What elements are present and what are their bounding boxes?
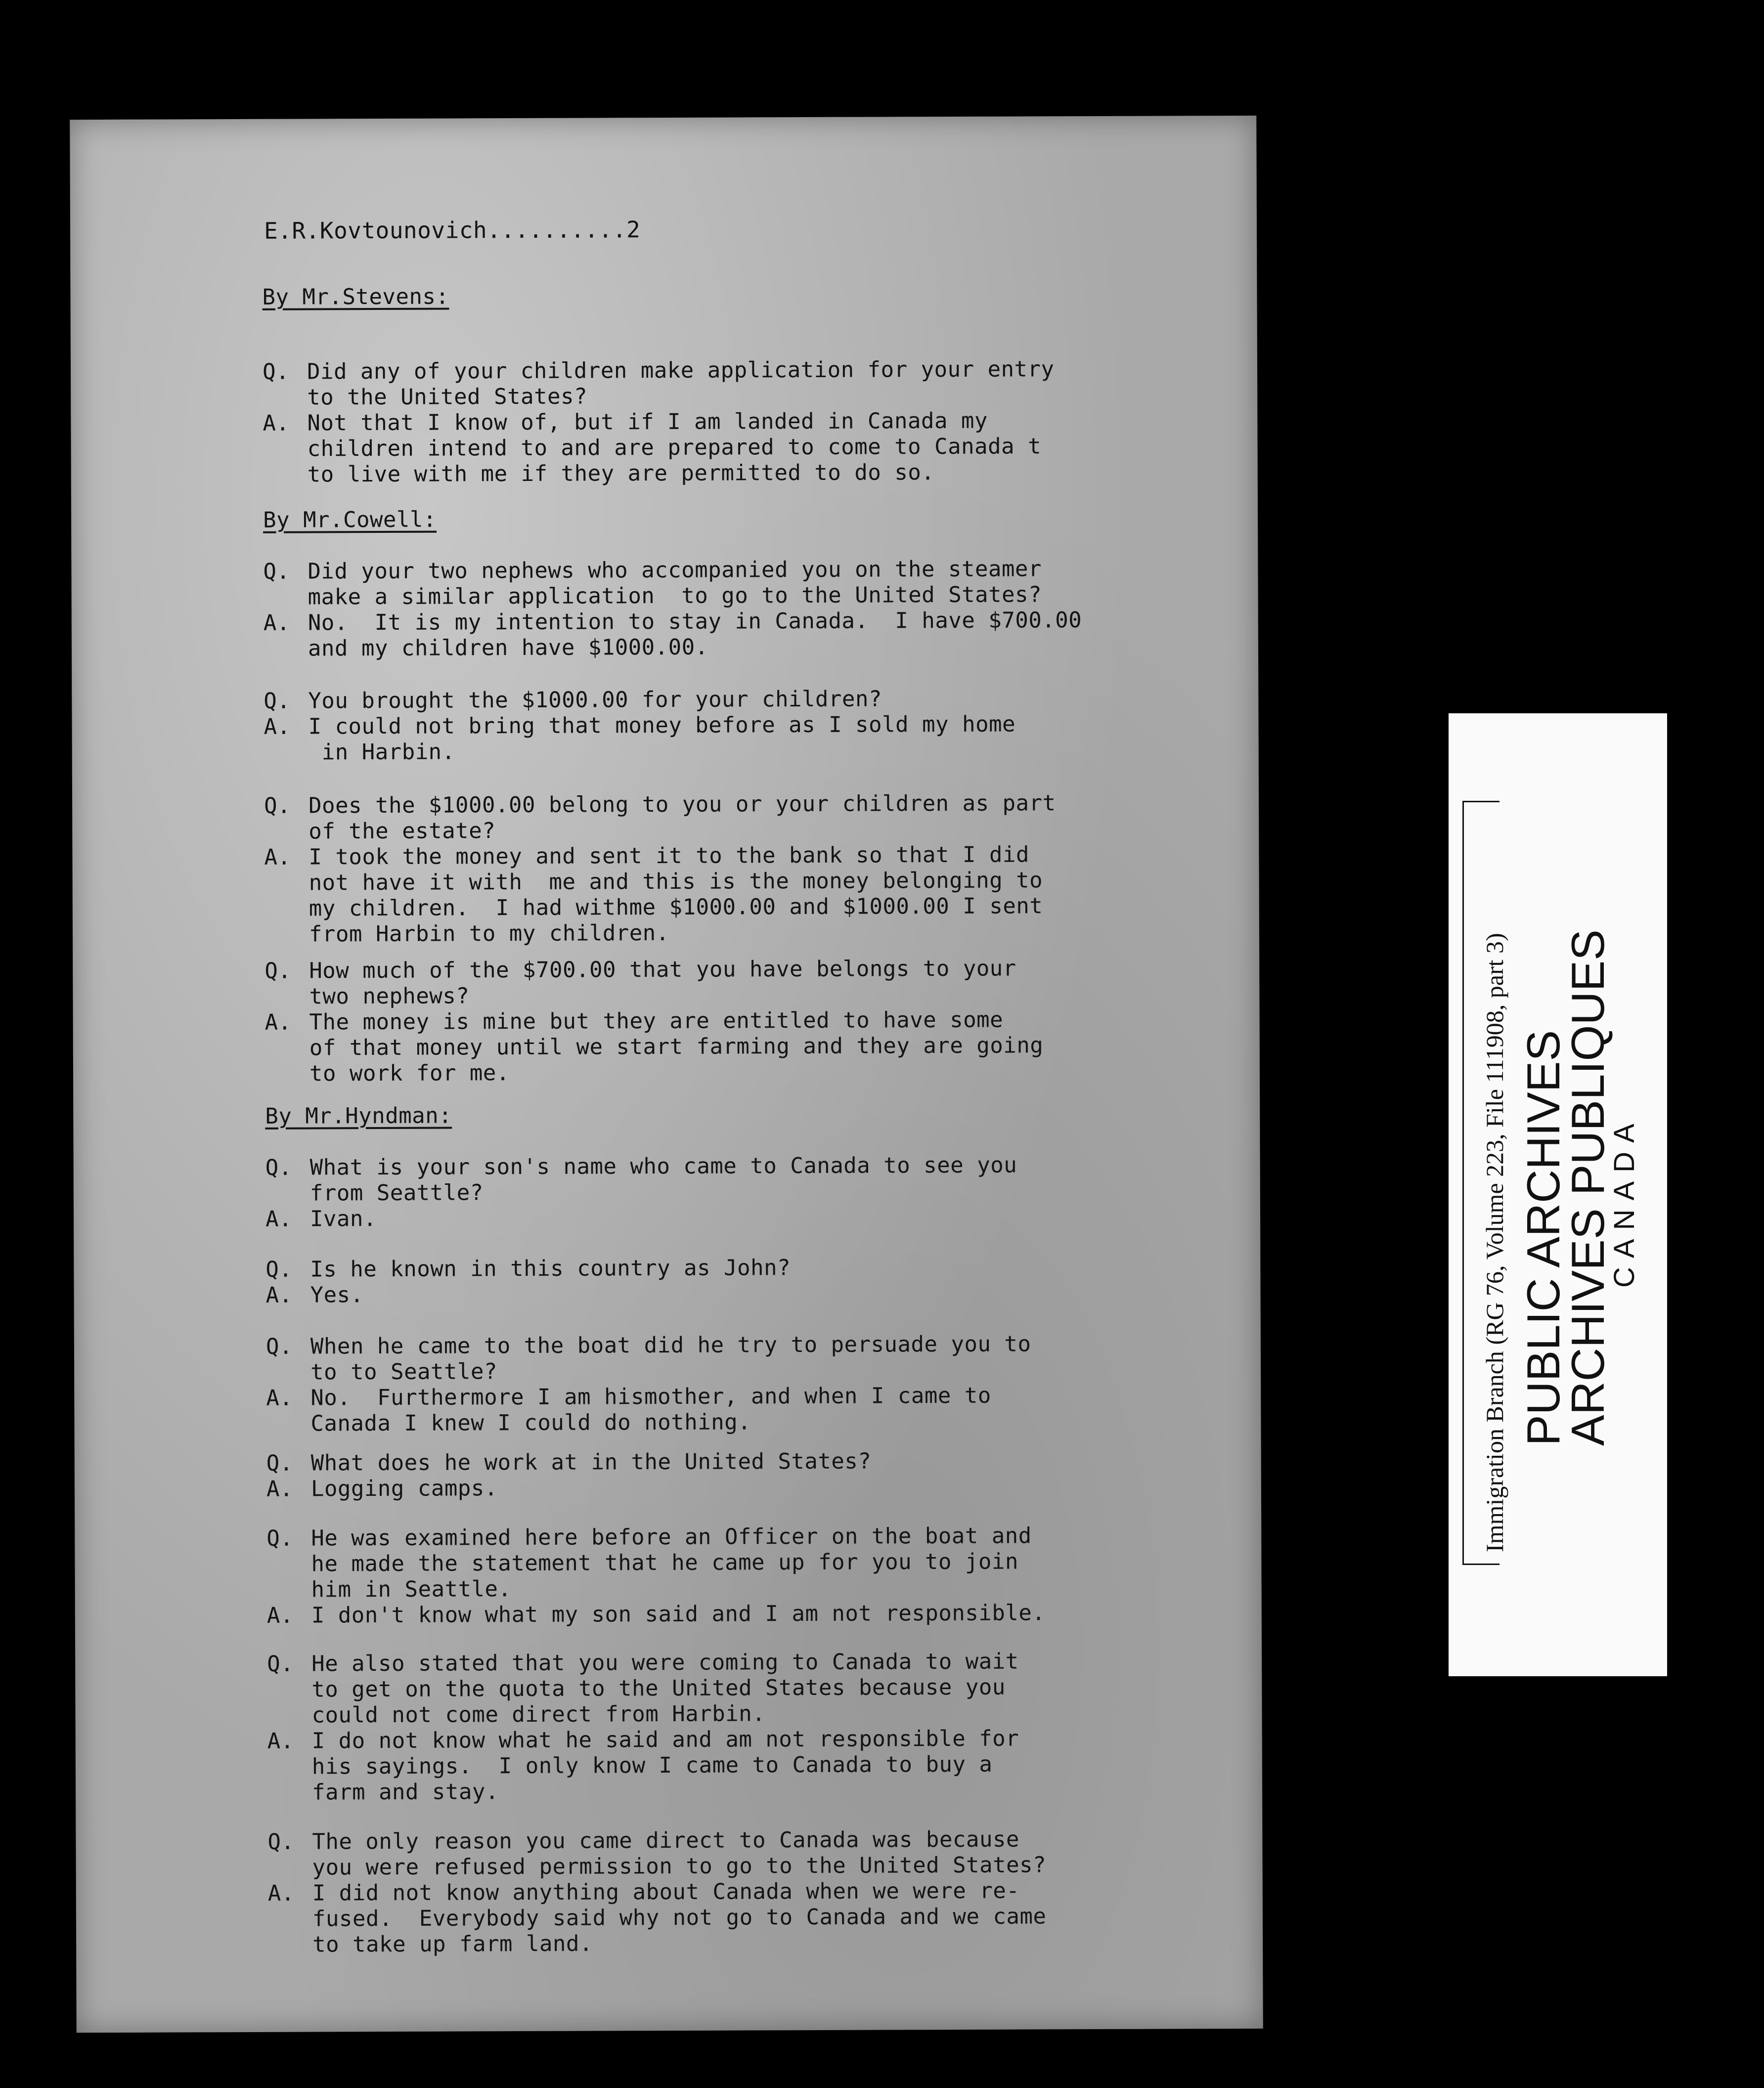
qa-block-hyndman-6 bbox=[267, 1648, 1217, 1806]
answer bbox=[263, 407, 1212, 488]
question bbox=[263, 556, 1212, 610]
qa-text bbox=[311, 1449, 872, 1477]
document-sheet bbox=[70, 116, 1263, 2033]
qa-text bbox=[309, 842, 1043, 947]
text-line: Not that I know of, but if I am landed in Canada my bbox=[307, 408, 988, 436]
qa-text bbox=[308, 608, 1082, 661]
qa-block-hyndman-4 bbox=[266, 1447, 1216, 1502]
qa-text bbox=[310, 1282, 363, 1308]
text-line: When he came to the boat did he try to persuade you to bbox=[310, 1331, 1031, 1359]
archives-country: CANADA bbox=[1608, 1115, 1640, 1288]
text-line: you were refused permission to go to the United States? bbox=[312, 1852, 1047, 1880]
qa-text bbox=[307, 356, 1055, 410]
text-line: could not come direct from Harbin. bbox=[311, 1701, 766, 1728]
answer bbox=[265, 1279, 1215, 1308]
text-line: of that money until we start farming and they are going bbox=[309, 1033, 1044, 1061]
question bbox=[267, 1826, 1217, 1881]
qa-text bbox=[312, 1878, 1047, 1958]
text-line: children intend to and are prepared to come to Canada t bbox=[307, 434, 1042, 462]
qa-label: Q. bbox=[265, 1155, 292, 1180]
qa-block-cowell-2 bbox=[264, 685, 1213, 766]
answer bbox=[267, 1725, 1217, 1806]
section-heading-hyndman: By Mr.Hyndman: bbox=[265, 1103, 452, 1129]
qa-text bbox=[311, 1649, 1019, 1729]
text-line: No. It is my intention to stay in Canada. I have $700.00 bbox=[308, 608, 1082, 636]
qa-text bbox=[310, 1383, 991, 1437]
text-line: fused. Everybody said why not go to Canada and we came bbox=[312, 1904, 1047, 1932]
qa-text bbox=[308, 556, 1042, 610]
qa-label: A. bbox=[265, 1282, 293, 1308]
answer bbox=[264, 841, 1214, 948]
qa-label: Q. bbox=[264, 688, 291, 714]
question bbox=[265, 1254, 1215, 1283]
qa-block-hyndman-7 bbox=[267, 1826, 1217, 1958]
qa-text bbox=[312, 1827, 1046, 1880]
text-line: Did any of your children make application for your entry bbox=[307, 356, 1055, 385]
text-line: farm and stay. bbox=[311, 1779, 499, 1805]
qa-label: Q. bbox=[267, 1829, 295, 1855]
archives-title-french: ARCHIVES PUBLIQUES bbox=[1562, 929, 1614, 1446]
text-line: from Seattle? bbox=[309, 1180, 484, 1206]
text-line: The only reason you came direct to Canada was because bbox=[312, 1827, 1019, 1855]
answer bbox=[268, 1877, 1218, 1958]
qa-label: A. bbox=[263, 410, 290, 436]
text-line: Ivan. bbox=[309, 1206, 377, 1232]
text-line: not have it with me and this is the money belonging to bbox=[309, 868, 1043, 896]
text-line: him in Seattle. bbox=[311, 1576, 512, 1603]
question bbox=[266, 1331, 1215, 1386]
qa-label: Q. bbox=[265, 958, 292, 984]
text-line: He also stated that you were coming to Canada to wait bbox=[311, 1649, 1019, 1677]
qa-label: Q. bbox=[264, 793, 291, 819]
text-line: No. Furthermore I am hismother, and when I came to bbox=[310, 1383, 991, 1411]
qa-text bbox=[310, 1153, 1017, 1207]
qa-text bbox=[310, 1255, 791, 1282]
qa-block-hyndman-2 bbox=[265, 1254, 1215, 1308]
answer bbox=[264, 607, 1213, 662]
qa-text bbox=[310, 1206, 377, 1232]
qa-block-hyndman-1 bbox=[265, 1152, 1215, 1232]
page-header: E.R.Kovtounovich..........2 bbox=[264, 216, 641, 244]
qa-block-stevens bbox=[263, 356, 1212, 488]
archives-title-english: PUBLIC ARCHIVES bbox=[1517, 1030, 1569, 1446]
qa-label: A. bbox=[266, 1385, 293, 1411]
text-line: I could not bring that money before as I sold my home bbox=[308, 711, 1016, 740]
text-line: You brought the $1000.00 for your children? bbox=[308, 686, 882, 714]
text-line: of the estate? bbox=[309, 818, 496, 844]
qa-label: Q. bbox=[267, 1651, 294, 1677]
text-line: Yes. bbox=[310, 1282, 364, 1308]
qa-label: A. bbox=[264, 844, 291, 870]
question bbox=[266, 1522, 1216, 1603]
text-line: to work for me. bbox=[309, 1060, 510, 1087]
qa-block-cowell-1 bbox=[263, 556, 1213, 662]
question bbox=[264, 685, 1213, 714]
text-line: The money is mine but they are entitled to have some bbox=[309, 1007, 1004, 1035]
section-heading-stevens: By Mr.Stevens: bbox=[262, 284, 449, 310]
question bbox=[266, 1447, 1216, 1477]
qa-text bbox=[312, 1726, 1019, 1806]
qa-label: Q. bbox=[265, 1334, 293, 1359]
qa-label: A. bbox=[267, 1728, 294, 1754]
text-line: my children. I had withme $1000.00 and $1000.00 I sent bbox=[309, 893, 1043, 921]
question bbox=[263, 356, 1212, 411]
answer bbox=[266, 1473, 1216, 1502]
qa-label: A. bbox=[265, 1206, 293, 1232]
text-line: and my children have $1000.00. bbox=[308, 634, 708, 661]
qa-text bbox=[309, 956, 1016, 1010]
qa-text bbox=[308, 686, 882, 714]
text-line: I don't know what my son said and I am not responsible. bbox=[311, 1600, 1046, 1628]
qa-block-cowell-3 bbox=[264, 790, 1214, 948]
text-line: Did your two nephews who accompanied you on the steamer bbox=[308, 556, 1042, 584]
text-line: Does the $1000.00 belong to you or your children as part bbox=[309, 790, 1056, 819]
text-line: Is he known in this country as John? bbox=[310, 1255, 791, 1282]
qa-label: Q. bbox=[263, 559, 290, 584]
text-line: make a similar application to go to the United States? bbox=[308, 582, 1042, 610]
section-heading-cowell: By Mr.Cowell: bbox=[263, 507, 437, 533]
answer bbox=[264, 711, 1213, 766]
qa-text bbox=[310, 1331, 1031, 1385]
qa-block-hyndman-3 bbox=[266, 1331, 1216, 1437]
answer bbox=[265, 1203, 1215, 1232]
typed-transcript bbox=[70, 116, 1263, 2033]
answer bbox=[265, 1006, 1215, 1087]
answer bbox=[267, 1600, 1216, 1629]
text-line: to live with me if they are permitted to do so. bbox=[307, 460, 935, 487]
file-reference: Immigration Branch (RG 76, Volume 223, File 111908, part 3) bbox=[1481, 933, 1508, 1552]
question bbox=[264, 790, 1213, 845]
qa-label: Q. bbox=[266, 1450, 293, 1476]
text-line: How much of the $700.00 that you have belongs to your bbox=[309, 956, 1016, 984]
text-line: in Harbin. bbox=[308, 739, 455, 765]
qa-label: A. bbox=[265, 1009, 292, 1035]
text-line: to to Seattle? bbox=[310, 1359, 498, 1385]
text-line: I did not know anything about Canada when we were re- bbox=[312, 1878, 1020, 1906]
qa-text bbox=[308, 712, 1015, 766]
qa-block-hyndman-5 bbox=[266, 1522, 1216, 1629]
text-line: What does he work at in the United States? bbox=[310, 1448, 872, 1476]
qa-block-cowell-4 bbox=[265, 955, 1214, 1087]
text-line: to take up farm land. bbox=[312, 1931, 593, 1958]
question bbox=[265, 1152, 1215, 1207]
text-line: he made the statement that he came up for you to join bbox=[311, 1549, 1019, 1577]
qa-text bbox=[307, 408, 1041, 487]
qa-label: Q. bbox=[266, 1525, 294, 1551]
qa-label: A. bbox=[267, 1880, 295, 1906]
text-line: What is your son's name who came to Canada to see you bbox=[309, 1152, 1017, 1180]
text-line: I took the money and sent it to the bank so that I did bbox=[309, 842, 1030, 870]
text-line: to the United States? bbox=[307, 384, 588, 410]
qa-label: Q. bbox=[265, 1257, 293, 1282]
text-line: to get on the quota to the United States because you bbox=[311, 1674, 1006, 1702]
qa-label: A. bbox=[266, 1476, 293, 1502]
text-line: two nephews? bbox=[309, 983, 470, 1009]
text-line: I do not know what he said and am not responsible for bbox=[311, 1726, 1019, 1754]
text-line: his sayings. I only know I came to Canada to buy a bbox=[311, 1751, 993, 1780]
question bbox=[267, 1648, 1217, 1729]
text-line: from Harbin to my children. bbox=[309, 920, 669, 947]
qa-text bbox=[309, 1007, 1044, 1087]
qa-text bbox=[309, 790, 1056, 844]
text-line: He was examined here before an Officer on the boat and bbox=[311, 1523, 1032, 1551]
question bbox=[265, 955, 1214, 1010]
qa-text bbox=[311, 1476, 498, 1502]
qa-label: A. bbox=[266, 1603, 294, 1628]
answer bbox=[266, 1382, 1215, 1437]
text-line: Canada I knew I could do nothing. bbox=[310, 1409, 751, 1436]
text-line: Logging camps. bbox=[310, 1476, 498, 1502]
qa-text bbox=[311, 1600, 1046, 1628]
qa-label: A. bbox=[263, 610, 290, 636]
qa-label: Q. bbox=[262, 359, 290, 385]
qa-label: A. bbox=[264, 714, 291, 740]
qa-text bbox=[311, 1523, 1032, 1603]
